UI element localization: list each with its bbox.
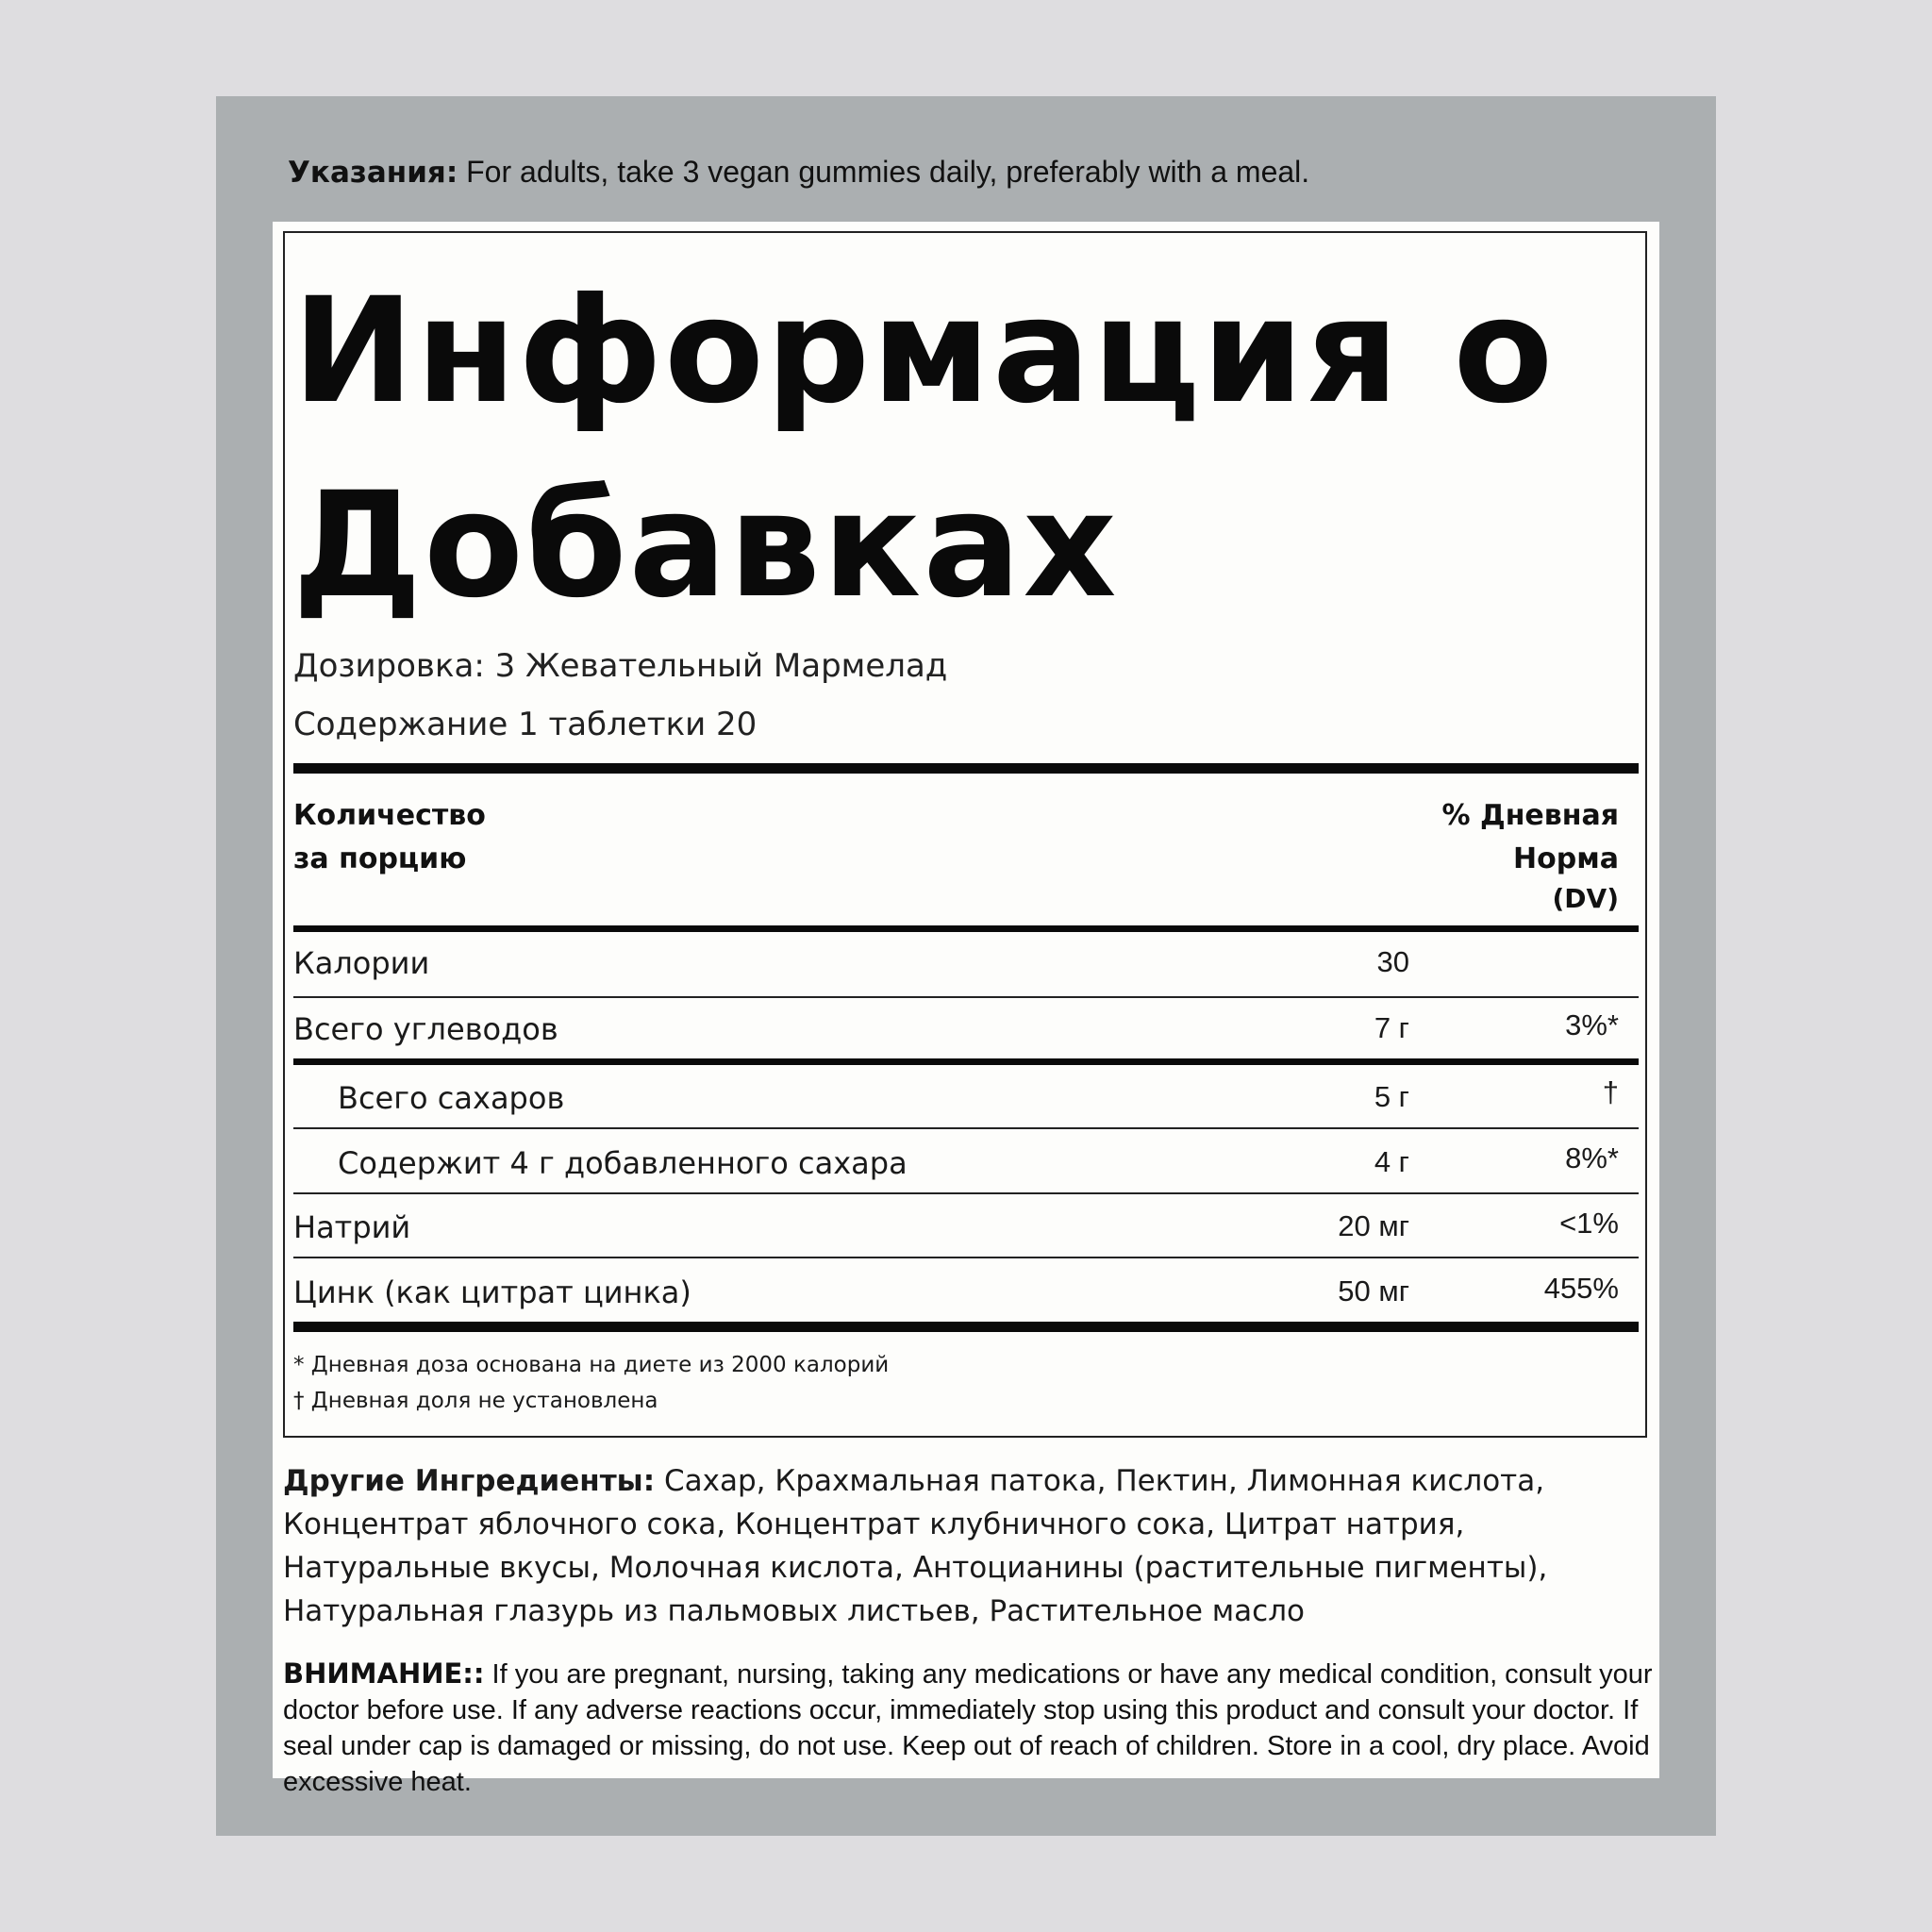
row-divider [293,996,1639,998]
row-divider [293,1192,1639,1194]
nutrient-dv: <1% [1559,1207,1619,1240]
other-ingredients [283,1459,1660,1633]
nutrient-dv: † [1602,1075,1619,1108]
dv-header-line-3: (DV) [1552,883,1619,914]
directions [288,155,1309,190]
nutrient-label: Всего сахаров [338,1080,565,1116]
header-divider [293,925,1639,932]
footnote-daily-value: * Дневная доза основана на диете из 2000 калорий [293,1353,890,1377]
nutrient-amount: 4 г [1374,1145,1409,1178]
nutrient-amount: 30 [1376,945,1409,978]
nutrient-label: Цинк (как цитрат цинка) [293,1274,691,1310]
servings-per-container: Содержание 1 таблетки 20 [293,706,758,743]
bottom-thick-divider [293,1322,1639,1332]
dv-header-line-1: % Дневная [1441,799,1619,832]
title-line-1: Информация о [292,267,1556,436]
nutrient-amount: 20 мг [1338,1209,1409,1242]
nutrient-label: Всего углеводов [293,1011,558,1047]
warning-text: If you are pregnant, nursing, taking any medications or have any medical condition, consult your doctor before use. If any adverse reactions occur, immediately stop using this product and consult your doctor. If seal under cap is damaged or missing, do not use. Keep out of reach of children. Store in a cool, dry place. Avoid excessive heat. [283,1659,1653,1797]
row-divider [293,1127,1639,1129]
nutrient-dv: 8%* [1565,1141,1619,1174]
nutrient-amount: 7 г [1374,1011,1409,1044]
amount-per-serving-header [293,794,486,881]
daily-value-header [1441,794,1619,917]
nutrient-amount: 50 мг [1338,1274,1409,1307]
directions-text: For adults, take 3 vegan gummies daily, preferably with a meal. [458,155,1310,189]
nutrient-label: Калории [293,945,430,981]
warning [283,1656,1660,1800]
nutrient-dv: 455% [1543,1272,1619,1305]
supplement-facts-title [292,255,1555,643]
amount-header-line-2: за порцию [293,842,467,875]
title-line-2: Добавках [292,461,1119,630]
ingredients-label: Другие Ингредиенты: [283,1464,656,1498]
dv-header-line-2: Норма [1513,842,1619,875]
row-divider [293,1257,1639,1258]
nutrient-dv: 3%* [1565,1008,1619,1041]
warning-label: ВНИМАНИЕ:: [283,1657,485,1690]
amount-header-line-1: Количество [293,799,486,832]
nutrient-label: Натрий [293,1209,411,1245]
serving-size: Дозировка: 3 Жевательный Мармелад [293,647,948,685]
nutrient-label: Содержит 4 г добавленного сахара [338,1145,908,1181]
thick-divider [293,763,1639,774]
ingredients-text: Сахар, Крахмальная патока, Пектин, Лимонная кислота, Концентрат яблочного сока, Концентрат клубничного сока, Цитрат натрия, Натуральные вкусы, Молочная кислота, Антоцианины (растительные пигменты), Натуральная глазурь из пальмовых листьев, Растительное масло [283,1464,1548,1628]
footnote-not-established: † Дневная доля не установлена [293,1389,658,1413]
directions-label: Указания: [288,156,458,190]
nutrient-amount: 5 г [1374,1080,1409,1113]
row-divider [293,1058,1639,1065]
